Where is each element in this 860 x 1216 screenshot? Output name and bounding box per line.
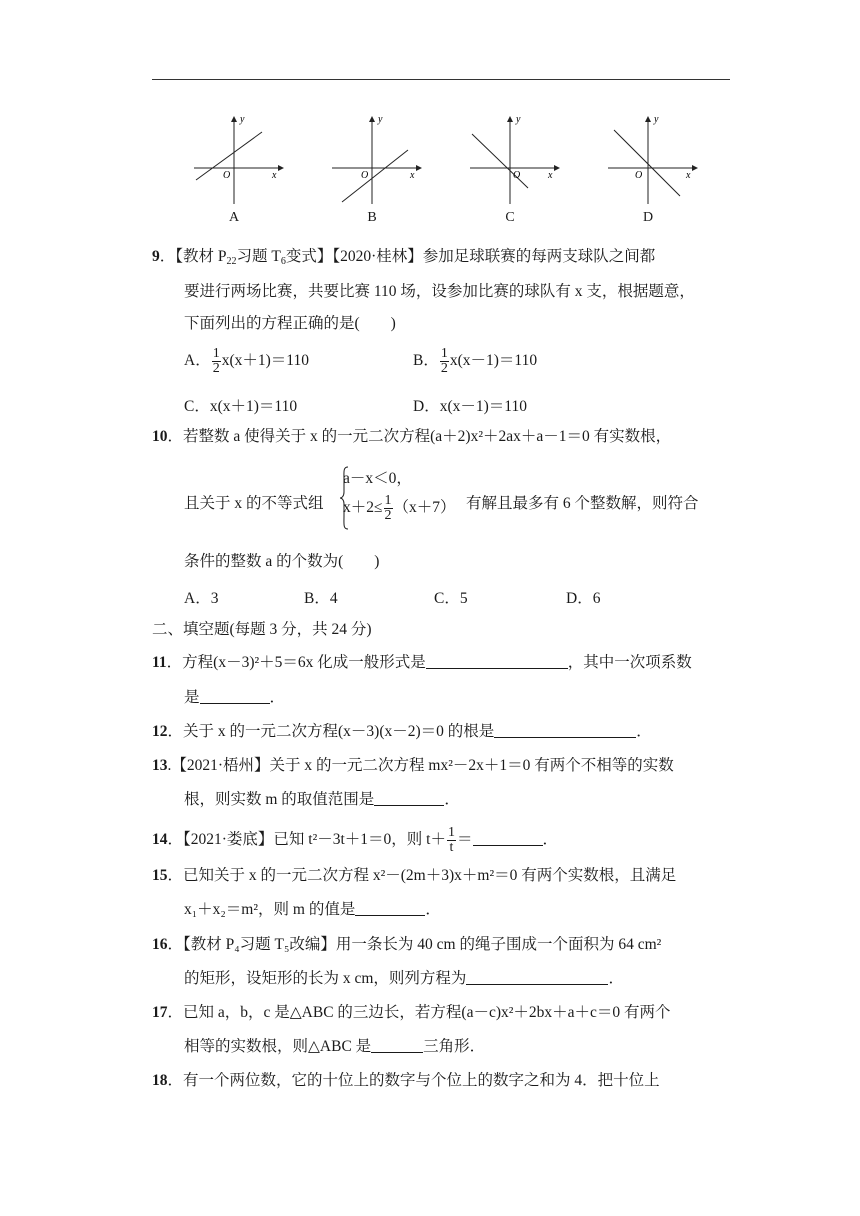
answer-blank[interactable] (200, 689, 270, 704)
q10-option-a[interactable]: A．3 (184, 590, 219, 607)
system-inequality-1: a－x＜0， (343, 470, 412, 487)
q18-line1: 18．有一个两位数，它的十位上的数字与个位上的数字之和为 4．把十位上 (152, 1072, 660, 1089)
graph-d (604, 112, 700, 228)
fraction: $\frac{1}{t}$ (447, 825, 455, 855)
q12-number: 12 (152, 723, 168, 740)
q9-option-b-label: B． (413, 352, 439, 370)
answer-blank[interactable] (374, 791, 444, 806)
q10-line1 (152, 427, 671, 447)
q10-option-b[interactable]: B．4 (304, 590, 338, 607)
q9-line1 (152, 247, 655, 267)
origin-label: O (635, 170, 643, 181)
x-axis-label: x (548, 170, 553, 181)
system-inequality-2: x＋2≤ $\frac{1}{2}$ （x＋7） (343, 493, 456, 523)
origin-label: O (513, 170, 521, 181)
fraction: $\frac{1}{2}$ (384, 493, 392, 523)
q15-number: 15 (152, 867, 168, 884)
q9-sub2: 6 (280, 256, 286, 267)
fraction: $\frac{1}{2}$ (440, 346, 448, 376)
q13-line2: 根，则实数 m 的取值范围是 ． (184, 791, 460, 808)
graph-d-plot (604, 112, 700, 208)
q14-line: 14．【2021·娄底】已知 t²－3t＋1＝0，则 t＋ $\frac{1}{t}$ ＝ ． (152, 825, 559, 855)
q9-number: 9 (152, 248, 160, 265)
graph-a-label: A (228, 210, 240, 225)
answer-graphs (190, 112, 700, 228)
graph-c-plot (466, 112, 562, 208)
answer-blank[interactable] (355, 901, 425, 916)
q18-number: 18 (152, 1072, 168, 1089)
q16-line2: 的矩形，设矩形的长为 x cm，则列方程为 ． (184, 970, 624, 987)
section-heading: 二、填空题(每题 3 分，共 24 分) (152, 621, 372, 638)
q9-sub1: 22 (226, 256, 237, 267)
answer-blank[interactable] (371, 1038, 423, 1053)
q9-text3: 变式】【2020·桂林】参加足球联赛的每两支球队之间都 (285, 248, 656, 265)
y-axis-label: y (654, 114, 659, 125)
graph-c (466, 112, 562, 228)
q11-line2: 是 ． (184, 689, 286, 706)
x-axis-label: x (686, 170, 691, 181)
q9-line3: 下面列出的方程正确的是( ) (184, 315, 396, 332)
y-axis-label: y (378, 114, 383, 125)
answer-blank[interactable] (466, 970, 608, 985)
x-axis-label: x (272, 170, 277, 181)
q9-option-b-expr: x(x－1)＝110 (449, 352, 538, 370)
q9-line2: 要进行两场比赛，共要比赛 110 场，设参加比赛的球队有 x 支，根据题意， (184, 283, 695, 300)
q16-line1: 16．【教材 P₄习题 T₅改编】用一条长为 40 cm 的绳子围成一个面积为 64 cm² (152, 936, 662, 953)
q10-number: 10 (152, 428, 168, 445)
q12-line: 12．关于 x 的一元二次方程(x－3)(x－2)＝0 的根是 ． (152, 723, 652, 740)
q13-number: 13 (152, 757, 168, 774)
graph-b-label: B (367, 210, 377, 225)
q10-line2-pre: 且关于 x 的不等式组 (184, 495, 324, 512)
graph-b-plot (328, 112, 424, 208)
q9-option-d[interactable]: D．x(x－1)＝110 (413, 398, 527, 415)
q10-line3: 条件的整数 a 的个数为( ) (184, 553, 380, 570)
q9-option-c[interactable]: C．x(x＋1)＝110 (184, 398, 298, 415)
q10-option-d[interactable]: D．6 (566, 590, 601, 607)
y-axis-label: y (240, 114, 245, 125)
origin-label: O (223, 170, 231, 181)
graph-c-label: C (505, 210, 515, 225)
graph-a (190, 112, 286, 228)
q9-option-b[interactable] (413, 347, 537, 376)
answer-blank[interactable] (473, 831, 543, 846)
y-axis-label: y (516, 114, 521, 125)
top-rule (152, 79, 730, 80)
q17-line2: 相等的实数根，则△ABC 是 三角形． (184, 1038, 486, 1055)
q13-line1: 13.【2021·梧州】关于 x 的一元二次方程 mx²－2x＋1＝0 有两个不相等的实数 (152, 757, 674, 774)
q9-option-a[interactable] (184, 347, 309, 376)
answer-blank[interactable] (494, 723, 636, 738)
q11-line1: 11．方程(x－3)²＋5＝6x 化成一般形式是 ，其中一次项系数 (152, 654, 692, 671)
origin-label: O (361, 170, 369, 181)
fraction: $\frac{1}{2}$ (212, 346, 220, 376)
graph-b (328, 112, 424, 228)
q9-option-a-label: A． (184, 352, 211, 370)
q16-number: 16 (152, 936, 168, 953)
q15-line1: 15．已知关于 x 的一元二次方程 x²－(2m＋3)x＋m²＝0 有两个实数根，且满足 (152, 867, 677, 884)
answer-blank[interactable] (426, 654, 568, 669)
q10-option-c[interactable]: C．5 (434, 590, 468, 607)
q9-text2: 习题 T (236, 248, 281, 265)
q14-number: 14 (152, 831, 168, 849)
q17-line1: 17．已知 a，b，c 是△ABC 的三边长，若方程(a－c)x²＋2bx＋a＋c＝0 有两个 (152, 1004, 671, 1021)
q9-option-a-expr: x(x＋1)＝110 (221, 352, 309, 370)
q17-number: 17 (152, 1004, 168, 1021)
q10-line2-post: 有解且最多有 6 个整数解，则符合 (466, 495, 699, 512)
q9-text1: ．【教材 P (159, 248, 227, 265)
graph-a-plot (190, 112, 286, 208)
q10-text: ．若整数 a 使得关于 x 的一元二次方程(a＋2)x²＋2ax＋a－1＝0 有实数根， (167, 428, 672, 445)
q15-line2: x₁＋x₂＝m²，则 m 的值是 ． (184, 901, 441, 918)
graph-d-label: D (642, 210, 654, 225)
q11-number: 11 (152, 654, 167, 671)
x-axis-label: x (410, 170, 415, 181)
